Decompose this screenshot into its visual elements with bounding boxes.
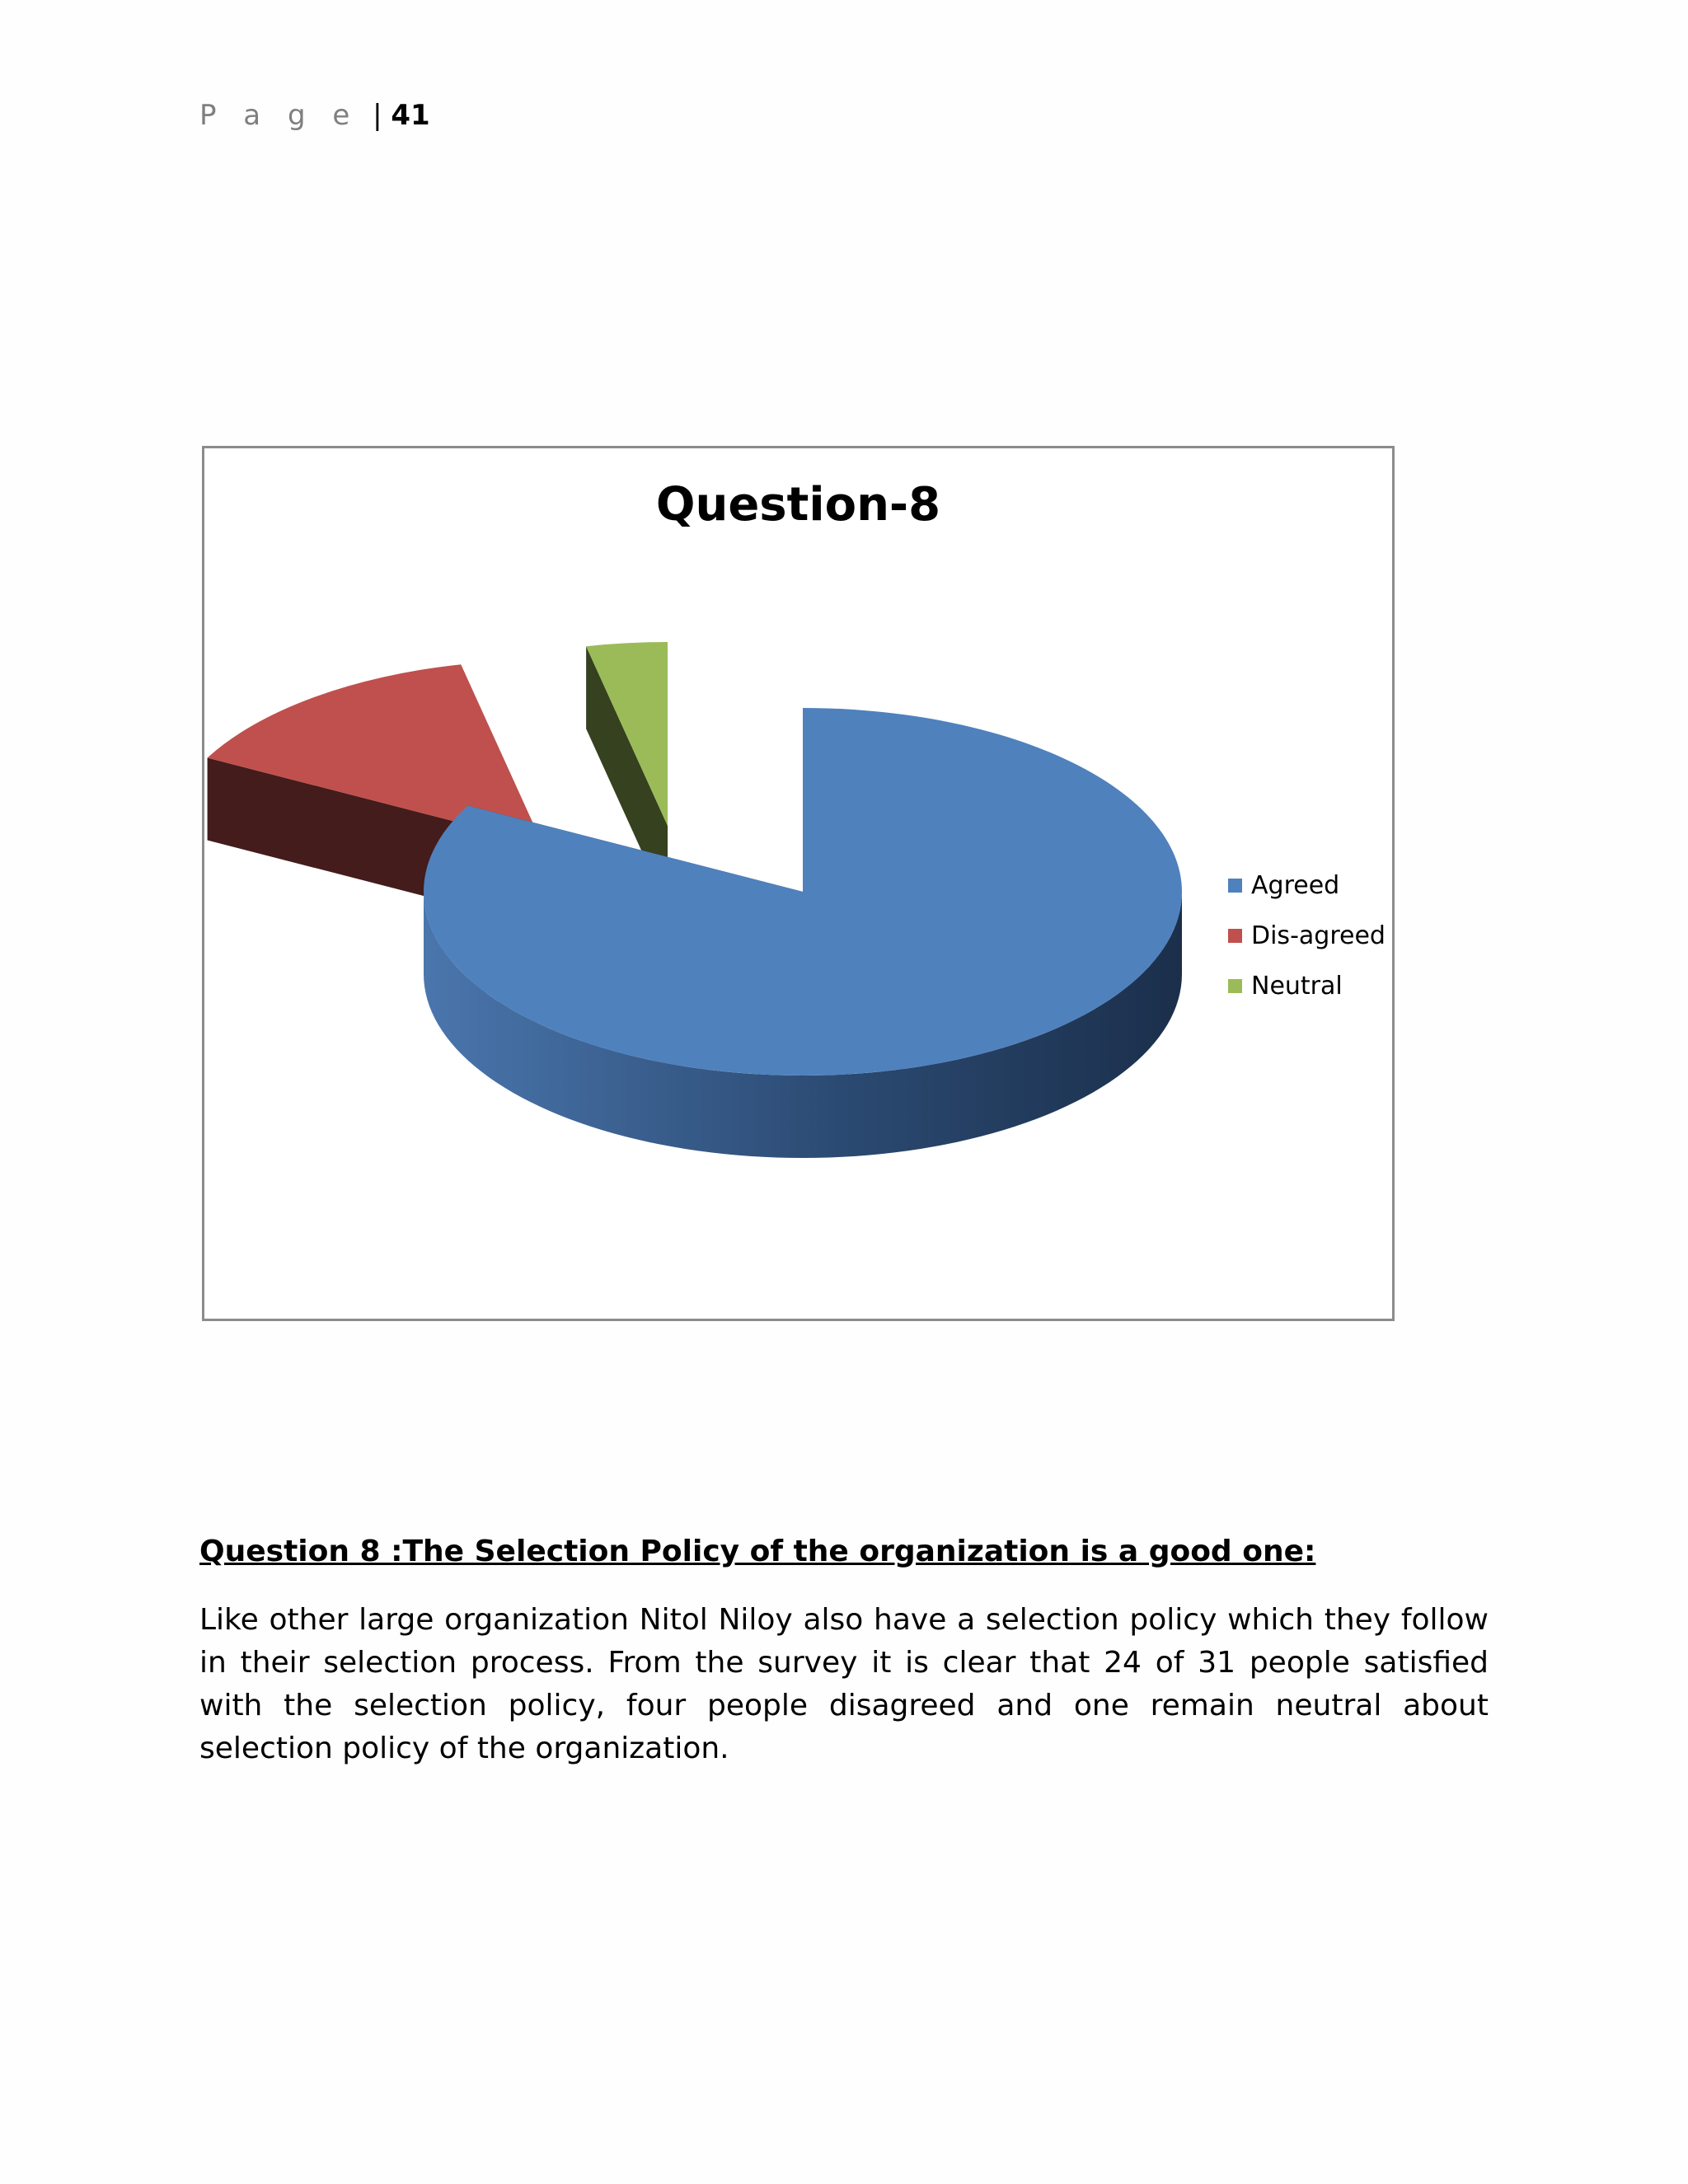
legend-swatch [1228,879,1242,893]
legend-item-neutral [1228,961,1386,1011]
legend-item-agreed [1228,860,1386,911]
chart-legend [1228,860,1386,1011]
chart-frame [202,446,1395,1321]
page-header [199,99,430,132]
chart-title: Question-8 [655,478,941,532]
legend-label: Agreed [1251,871,1340,900]
legend-item-dis-agreed [1228,911,1386,961]
page-separator: | [373,99,382,132]
page-number: 41 [391,99,430,132]
question-heading: Question 8 :The Selection Policy of the organization is a good one: [199,1535,1316,1568]
legend-label: Neutral [1251,972,1343,1001]
page-label: P a g e [199,99,359,132]
legend-label: Dis-agreed [1251,921,1386,950]
pie-slice-agreed [424,708,1182,1158]
pie-slice-top-agreed [424,708,1182,1076]
question-body: Like other large organization Nitol Niloy also have a selection policy which they follow in their selection process. From the survey it is clear that 24 of 31 people satisfied with the selection policy, four people disagreed and one remain neutral about selection policy of the organization. [199,1603,1489,1765]
pie-chart [204,448,1392,1319]
legend-swatch [1228,929,1242,943]
legend-swatch [1228,979,1242,993]
